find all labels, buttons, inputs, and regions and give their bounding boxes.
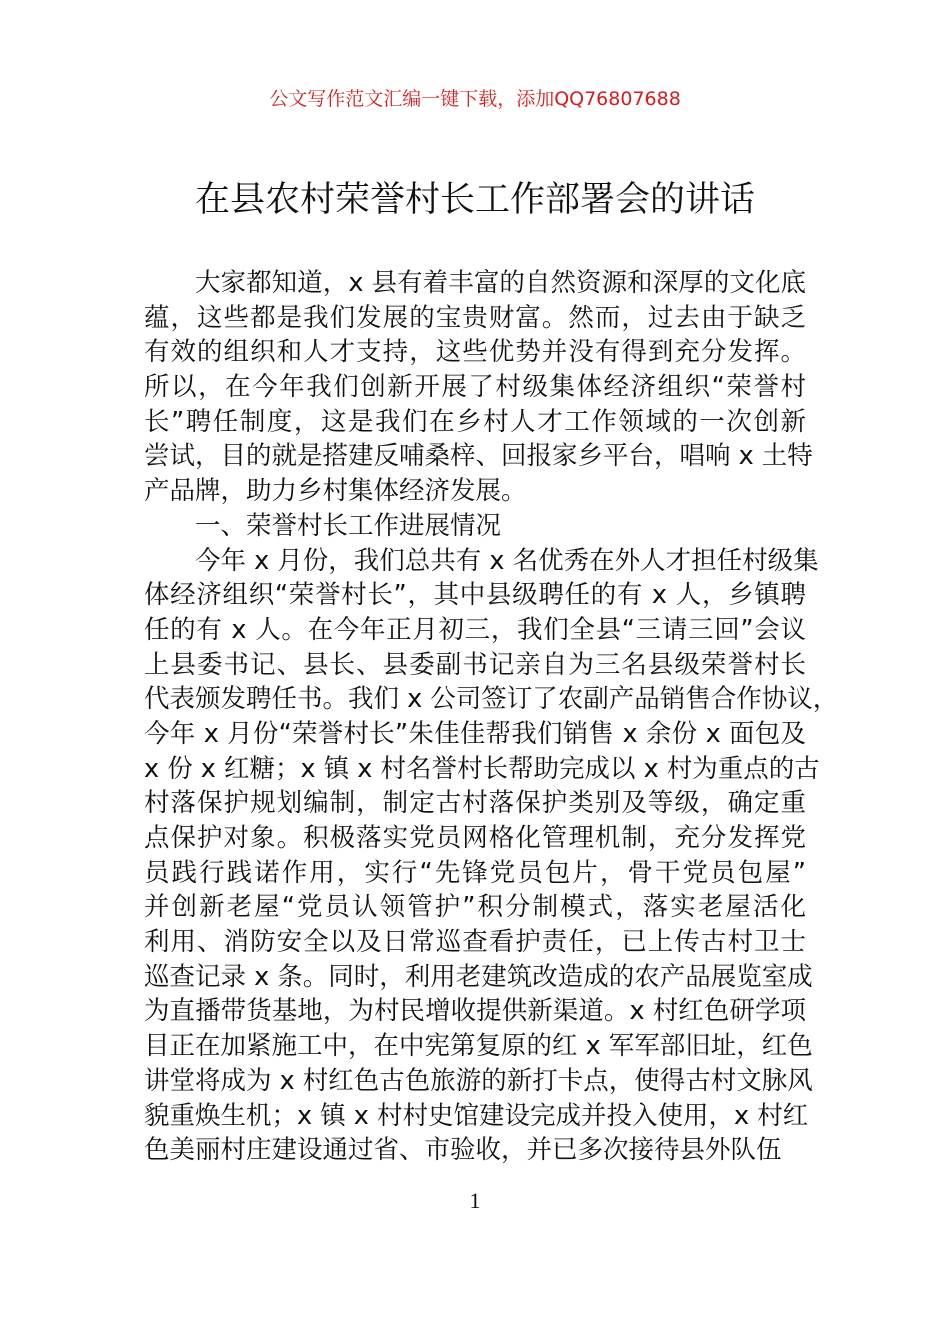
text-line: 有效的组织和人才支持，这些优势并没有得到充分发挥。: [144, 337, 806, 368]
paragraph: [144, 509, 806, 544]
document-title: 在县农村荣誉村长工作部署会的讲话: [194, 180, 755, 220]
paragraph: [144, 266, 813, 509]
text-line: 产品牌，助力乡村集体经济发展。: [144, 476, 527, 507]
text-line: 大家都知道，x 县有着丰富的自然资源和深厚的文化底: [195, 268, 806, 298]
text-line: 体经济组织“荣誉村长”，其中县级聘任的有 x 人，乡镇聘: [144, 580, 806, 611]
text-line: 目正在加紧施工中，在中宪第复原的红 x 军军部旧址，红色: [144, 1031, 813, 1062]
text-line: 今年 x 月份“荣誉村长”朱佳佳帮我们销售 x 余份 x 面包及: [144, 718, 806, 749]
text-line: 尝试，目的就是搭建反哺桑梓、回报家乡平台，唱响 x 土特: [144, 441, 813, 472]
text-line: 任的有 x 人。在今年正月初三，我们全县“三请三回”会议: [144, 614, 806, 645]
text-line: x 份 x 红糖；x 镇 x 村名誉村长帮助完成以 x 村为重点的古: [144, 753, 820, 784]
text-line: 村落保护规划编制，制定古村落保护类别及等级，确定重: [144, 788, 806, 819]
paragraph: [144, 544, 839, 1168]
text-line: 上县委书记、县长、县委副书记亲自为三名县级荣誉村长: [144, 649, 806, 680]
text-line: 蕴，这些都是我们发展的宝贵财富。然而，过去由于缺乏: [144, 302, 806, 333]
text-line: 并创新老屋“党员认领管护”积分制模式，落实老屋活化: [144, 892, 806, 923]
text-line: 今年 x 月份，我们总共有 x 名优秀在外人才担任村级集: [195, 545, 819, 576]
download-promo-note: 公文写作范文汇编一键下载，添加QQ76807688: [269, 88, 681, 110]
page-number: 1: [469, 1188, 481, 1213]
text-line: 长”聘任制度，这是我们在乡村人才工作领域的一次创新: [144, 406, 806, 437]
text-line: 利用、消防安全以及日常巡查看护责任，已上传古村卫士: [144, 927, 806, 958]
text-line: 代表颁发聘任书。我们 x 公司签订了农副产品销售合作协议，: [144, 684, 839, 715]
text-line: 色美丽村庄建设通过省、市验收，并已多次接待县外队伍: [144, 1135, 782, 1166]
text-line: 员践行践诺作用，实行“先锋党员包片，骨干党员包屋”: [144, 857, 806, 888]
text-line: 一、荣誉村长工作进展情况: [195, 510, 502, 541]
text-line: 巡查记录 x 条。同时，利用老建筑改造成的农产品展览室成: [144, 961, 813, 992]
text-line: 所以，在今年我们创新开展了村级集体经济组织“荣誉村: [144, 372, 806, 403]
text-line: 为直播带货基地，为村民增收提供新渠道。x 村红色研学项: [144, 996, 806, 1027]
document-body: [144, 266, 839, 1168]
text-line: 貌重焕生机；x 镇 x 村村史馆建设完成并投入使用，x 村红: [144, 1100, 809, 1131]
text-line: 点保护对象。积极落实党员网格化管理机制，充分发挥党: [144, 823, 806, 853]
text-line: 讲堂将成为 x 村红色古色旅游的新打卡点，使得古村文脉风: [144, 1065, 813, 1096]
